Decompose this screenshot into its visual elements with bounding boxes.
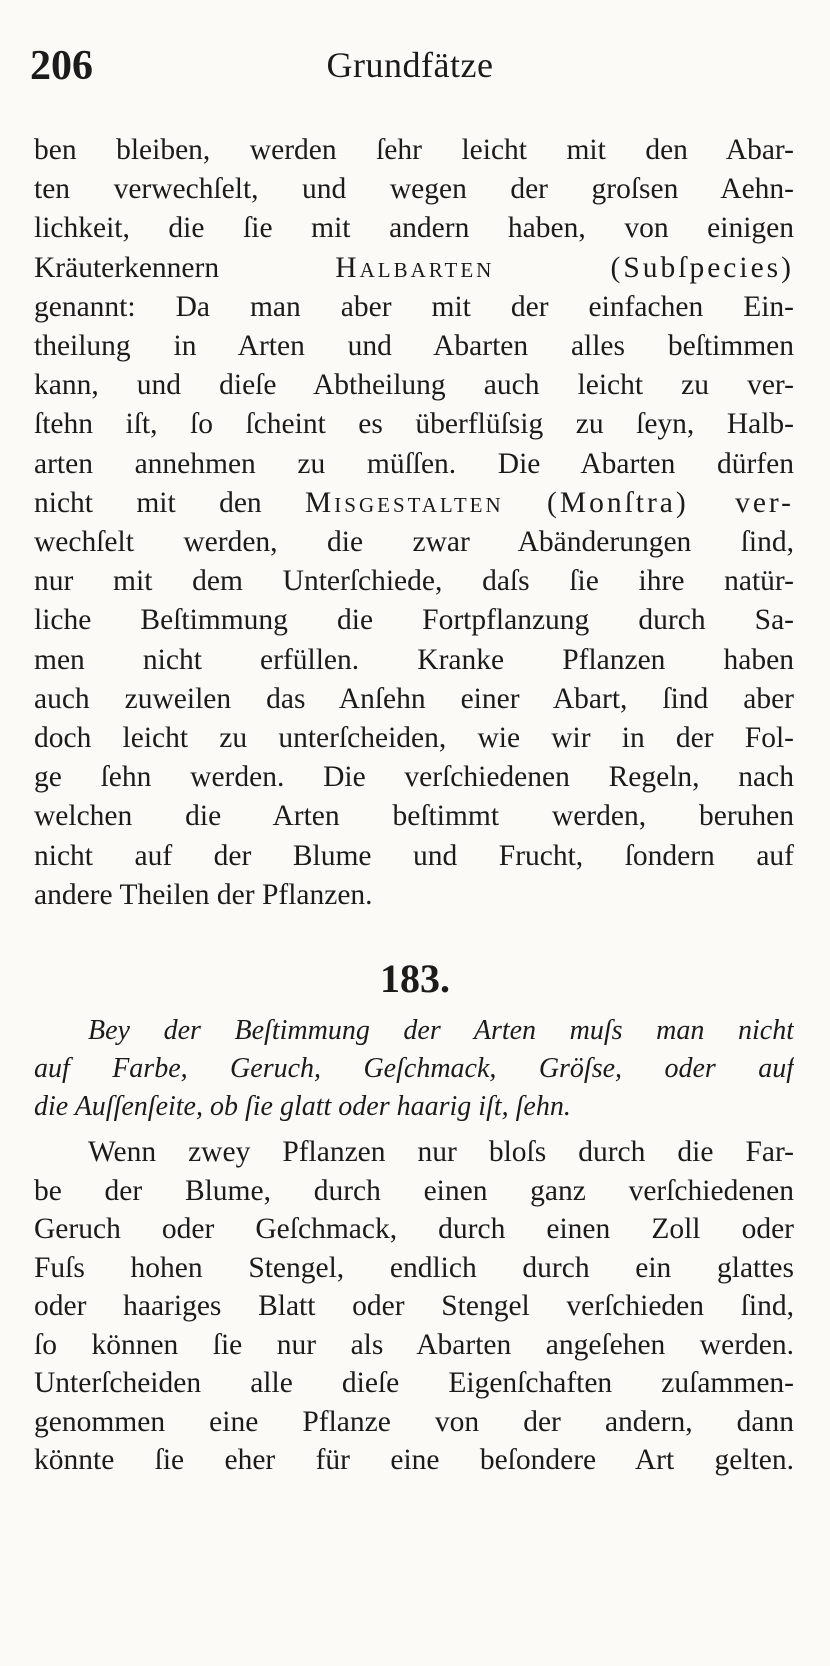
text-line: genannt: Da man aber mit der einfachen Ein- — [34, 290, 794, 323]
page-header — [30, 42, 790, 102]
text-line: ſtehn iſt, ſo ſcheint es überflüſsig zu ſeyn, Halb- — [34, 408, 794, 441]
text-line: liche Beſtimmung die Fortpflanzung durch Sa- — [34, 604, 794, 637]
text-line: auch zuweilen das Anſehn einer Abart, ſind aber — [34, 682, 794, 715]
text-line: arten annehmen zu müſſen. Die Abarten dürfen — [34, 447, 794, 480]
rule-statement — [34, 1012, 794, 1126]
term-halbarten: Halbarten — [335, 251, 495, 284]
text-line: ben bleiben, werden ſehr leicht mit den Abar- — [34, 134, 794, 166]
text-line: Wenn zwey Pflanzen nur bloſs durch die Far- — [88, 1136, 794, 1168]
text-line: Geruch oder Geſchmack, durch einen Zoll oder — [34, 1213, 794, 1245]
section-number: 183. — [380, 956, 450, 1001]
text-line-with-terms — [34, 484, 794, 523]
text-line: genommen eine Pflanze von der andern, dann — [34, 1405, 794, 1438]
rule-line: Bey der Beſtimmung der Arten muſs man nicht — [88, 1015, 794, 1046]
text-line: nicht auf der Blume und Frucht, ſondern auf — [34, 839, 794, 872]
text-line: nur mit dem Unterſchiede, daſs ſie ihre natür- — [34, 565, 794, 598]
text-line: ge ſehn werden. Die verſchiedenen Regeln, nach — [34, 761, 794, 794]
text-line: kann, und dieſe Abtheilung auch leicht zu ver- — [34, 369, 794, 402]
text-line-with-terms — [34, 249, 794, 288]
text-line: andere Theilen der Pflanzen. — [34, 878, 373, 911]
text-line: Fuſs hohen Stengel, endlich durch ein glattes — [34, 1251, 794, 1284]
term-subspecies: (Subſpecies) — [610, 251, 794, 284]
page-number: 206 — [30, 43, 93, 89]
text-line: men nicht erfüllen. Kranke Pflanzen haben — [34, 643, 794, 676]
rule-line: auf Farbe, Geruch, Geſchmack, Gröſse, oder auf — [34, 1053, 794, 1084]
text-fragment: nicht mit den — [34, 486, 262, 519]
text-line: oder haariges Blatt oder Stengel verſchieden ſind, — [34, 1290, 794, 1322]
text-line: be der Blume, durch einen ganz verſchiedenen — [34, 1174, 794, 1207]
paragraph-explanation — [34, 1133, 794, 1480]
text-line: ten verwechſelt, und wegen der groſsen Aehn- — [34, 173, 794, 206]
text-line: doch leicht zu unterſcheiden, wie wir in der Fol- — [34, 722, 794, 755]
running-title: Grundfätze — [326, 45, 494, 85]
text-line: wechſelt werden, die zwar Abänderungen ſind, — [34, 526, 794, 559]
text-line: welchen die Arten beſtimmt werden, beruhen — [34, 800, 794, 833]
paragraph-continuation — [34, 131, 794, 915]
term-misgestalten: Misgestalten — [305, 486, 504, 519]
text-line: ſo können ſie nur als Abarten angeſehen werden. — [34, 1328, 794, 1361]
text-fragment: Kräuterkennern — [34, 251, 220, 284]
text-line: theilung in Arten und Abarten alles beſtimmen — [34, 330, 794, 363]
text-line: lichkeit, die ſie mit andern haben, von einigen — [34, 212, 794, 245]
text-line: Unterſcheiden alle dieſe Eigenſchaften zuſammen- — [34, 1367, 794, 1399]
text-line: könnte ſie eher für eine beſondere Art gelten. — [34, 1444, 794, 1476]
term-monstra: (Monſtra) ver- — [547, 486, 794, 519]
rule-line: die Auſſenſeite, ob ſie glatt oder haarig iſt, ſehn. — [34, 1091, 571, 1122]
